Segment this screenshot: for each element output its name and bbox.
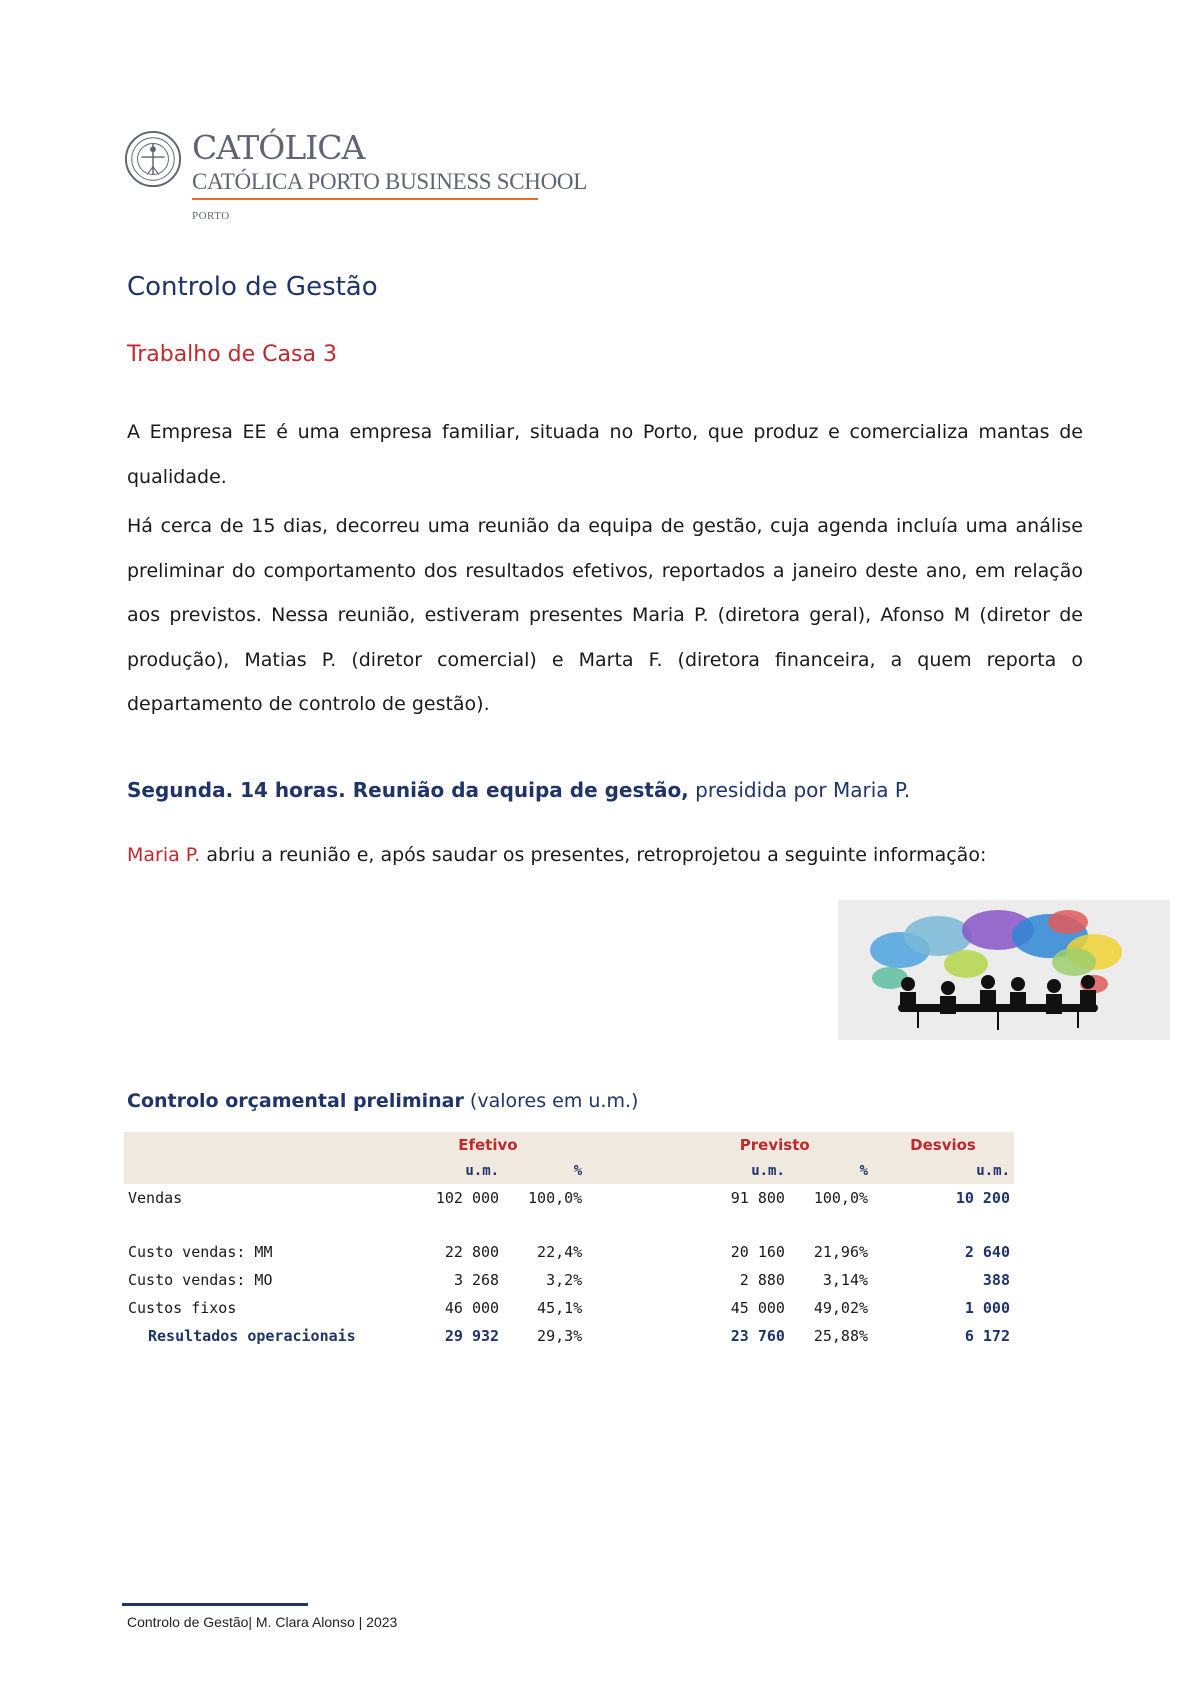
intro-text: abriu a reunião e, após saudar os presentes, retroprojetou a seguinte informação: [200, 844, 987, 866]
footer-divider [122, 1603, 308, 1606]
table-row [124, 1266, 1014, 1294]
previsto-value: 20 160 [730, 1243, 785, 1261]
table-spacer-row [124, 1212, 1014, 1238]
desvio-value: 388 [982, 1271, 1010, 1289]
meeting-heading [127, 778, 910, 802]
previsto-value: 23 760 [730, 1327, 785, 1345]
efetivo-value: 46 000 [444, 1299, 500, 1317]
meeting-speech-bubbles-illustration-icon [838, 900, 1170, 1040]
row-label: Vendas [128, 1189, 183, 1207]
efetivo-pct: 45,1% [537, 1299, 583, 1317]
school-name: CATÓLICA PORTO BUSINESS SCHOOL [192, 169, 587, 194]
table-group-header-row [124, 1132, 1014, 1158]
subheader-efetivo-pct: % [503, 1158, 586, 1184]
meeting-heading-chair: presidida por Maria P. [688, 778, 911, 802]
efetivo-pct: 3,2% [546, 1271, 583, 1289]
previsto-value: 2 880 [739, 1271, 785, 1289]
brand-divider [192, 198, 538, 200]
row-label: Custo vendas: MM [128, 1243, 273, 1261]
table-row [124, 1238, 1014, 1266]
efetivo-value: 22 800 [444, 1243, 500, 1261]
catolica-logo [124, 128, 587, 228]
group-previsto: Previsto [677, 1132, 872, 1158]
meeting-illustration [838, 900, 1170, 1040]
table-row-total [124, 1322, 1014, 1350]
desvio-value: 6 172 [964, 1327, 1010, 1345]
previsto-pct: 3,14% [822, 1271, 869, 1289]
table-row [124, 1184, 1014, 1212]
brand-name: CATÓLICA [192, 128, 365, 167]
efetivo-value: 3 268 [453, 1271, 500, 1289]
budget-control-table [124, 1132, 1014, 1350]
document-title: Controlo de Gestão [127, 272, 378, 302]
previsto-pct: 49,02% [813, 1299, 869, 1317]
efetivo-pct: 29,3% [537, 1327, 583, 1345]
document-subtitle: Trabalho de Casa 3 [127, 342, 337, 367]
table-title-bold: Controlo orçamental preliminar [127, 1090, 464, 1112]
desvio-value: 2 640 [964, 1243, 1010, 1261]
previsto-value: 91 800 [730, 1189, 785, 1207]
table-title [127, 1090, 638, 1112]
paragraph-meeting-context: Há cerca de 15 dias, decorreu uma reunião da equipa de gestão, cuja agenda incluía uma análise preliminar do comportamento dos resultados efetivos, reportados a janeiro deste ano, em relação aos previstos. Nessa reunião, estiveram presentes Maria P. (diretora geral), Afonso M (diretor de produção), Matias P. (diretor comercial) e Marta F. (diretora financeira, a quem reporta o departamento de controlo de gestão). [127, 515, 1083, 715]
efetivo-pct: 100,0% [528, 1189, 583, 1207]
row-label: Custo vendas: MO [128, 1271, 273, 1289]
table-title-units: (valores em u.m.) [463, 1090, 639, 1112]
subheader-previsto-pct: % [789, 1158, 872, 1184]
desvio-value: 10 200 [955, 1189, 1010, 1207]
group-desvios: Desvios [872, 1132, 1014, 1158]
meeting-heading-bold: Segunda. 14 horas. Reunião da equipa de gestão, [127, 778, 689, 802]
previsto-value: 45 000 [730, 1299, 785, 1317]
efetivo-pct: 22,4% [537, 1243, 583, 1261]
previsto-pct: 100,0% [813, 1189, 869, 1207]
subheader-efetivo-um: u.m. [390, 1158, 504, 1184]
meeting-intro [127, 844, 986, 866]
efetivo-value: 102 000 [435, 1189, 500, 1207]
desvio-value: 1 000 [964, 1299, 1010, 1317]
table-subheader-row [124, 1158, 1014, 1184]
page-footer: Controlo de Gestão| M. Clara Alonso | 2023 [127, 1614, 398, 1630]
row-label: Resultados operacionais [148, 1327, 356, 1345]
previsto-pct: 25,88% [813, 1327, 869, 1345]
table-row [124, 1294, 1014, 1322]
row-label: Custos fixos [128, 1299, 237, 1317]
brand-city: PORTO [192, 210, 230, 222]
group-efetivo: Efetivo [390, 1132, 587, 1158]
speaker-name: Maria P. [127, 844, 201, 866]
subheader-previsto-um: u.m. [677, 1158, 789, 1184]
university-seal-icon [124, 130, 182, 188]
efetivo-value: 29 932 [444, 1327, 500, 1345]
subheader-desvios-um: u.m. [872, 1158, 1014, 1184]
paragraph-company: A Empresa EE é uma empresa familiar, situada no Porto, que produz e comercializa mantas de qualidade. [127, 421, 1083, 488]
previsto-pct: 21,96% [813, 1243, 869, 1261]
